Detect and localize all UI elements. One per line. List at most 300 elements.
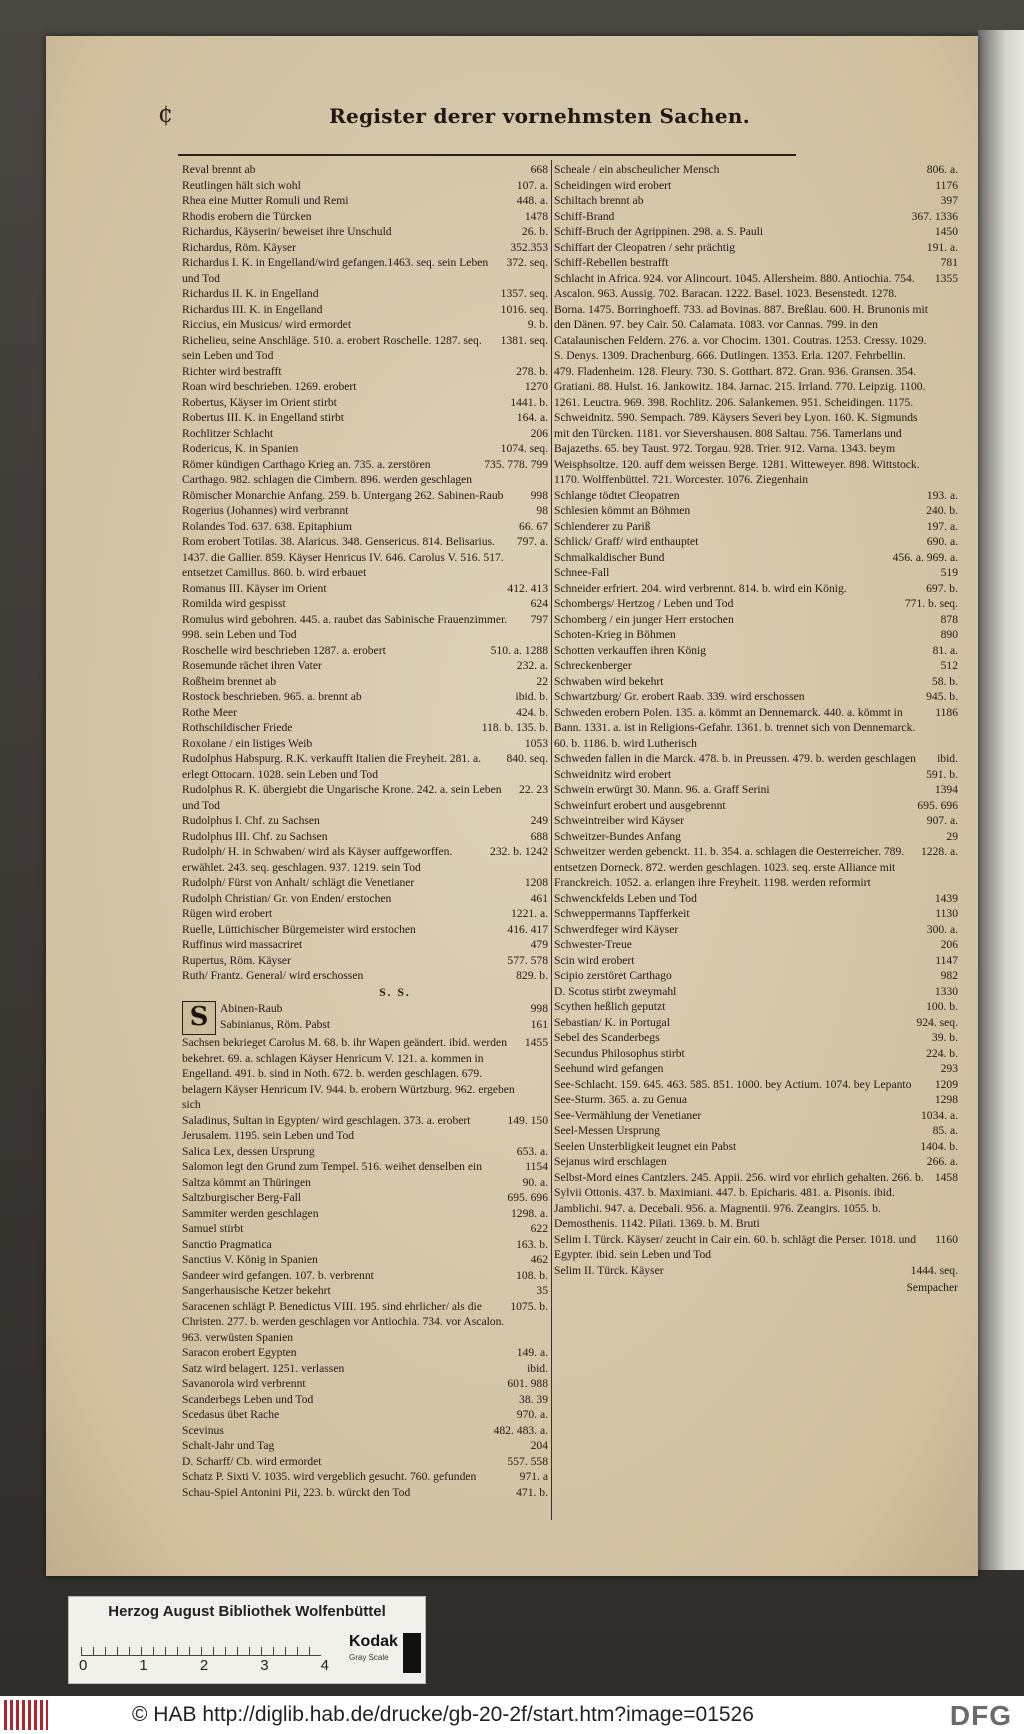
index-entry [554,1263,958,1279]
entry-ref: 1270 [524,380,548,393]
index-entry [182,782,548,813]
index-entry [182,488,548,504]
index-entry [554,255,958,271]
index-entry [554,1092,958,1108]
entry-text: Sandeer wird gefangen. 107. b. verbrennt [182,1268,374,1282]
index-entry [182,193,548,209]
index-entry [182,1206,548,1222]
entry-text: Saladinus, Sultan in Egypten/ wird geschlagen. 373. a. erobert Jerusalem. 1195. sein Leben und Tod [182,1113,471,1142]
index-entry [554,1061,958,1077]
entry-text: Ruffinus wird massacriret [182,938,303,951]
entry-text: Schreckenberger [554,659,632,672]
entry-ref: 197. a. [926,519,958,533]
entry-text: Schweitzer werden gebenckt. 11. b. 354. a. schlagen die Oesterreicher. 789. entsetzen Dorneck. 872. werden geschlagen. 1023. seq. erste Alliance mit Franckreich. 1052. a. erlangen ihre Freyheit. 1198. werden reformirt [554,845,905,889]
index-entry [554,705,958,752]
entry-text: Römischer Monarchie Anfang. 259. b. Untergang 262. Sabinen-Raub [182,488,504,502]
entry-ref: 224. b. [926,1046,958,1060]
entry-text: Schnee-Fall [554,566,610,579]
entry-ref: 1176 [935,178,958,192]
entry-text: Rudolphus I. Chf. zu Sachsen [182,814,320,827]
entry-text: Rothschildischer Friede [182,721,293,734]
index-entry [182,658,548,674]
right-column [554,162,958,1296]
index-entry [182,751,548,782]
index-entry [182,596,548,612]
index-entry [182,813,548,829]
entry-text: Schweden fallen in die Marck. 478. b. in Preussen. 479. b. werden geschlagen [554,752,916,765]
index-entry [182,829,548,845]
page-header [46,94,978,134]
right-entry-list [554,162,958,1278]
entry-ref: 510. a. 1288 [490,643,548,657]
entry-ref: 982 [940,969,958,982]
entry-text: Schalt-Jahr und Tag [182,1439,275,1452]
entry-text: Scipio zerstöret Carthago [554,969,672,982]
entry-text: Richardus I. K. in Engelland/wird gefangen.1463. seq. sein Leben und Tod [182,256,489,285]
entry-ref: 970. a. [516,1408,548,1421]
entry-text: Schotten verkauffen ihren König [554,643,707,657]
index-entry [182,224,548,240]
entry-ref: 107. a. [516,178,548,192]
index-entry [220,1017,548,1033]
entry-ref: 1455 [524,1036,548,1049]
dfg-logo: DFG [949,1700,1012,1731]
index-entry [554,782,958,798]
entry-text: Secundus Philosophus stirbt [554,1046,685,1060]
entry-ref: 9. b. [527,318,548,331]
entry-text: Rodericus, K. in Spanien [182,442,299,455]
index-entry [182,426,548,442]
entry-text: Rudolphus Habspurg. R.K. verkaufft Italien die Freyheit. 281. a. erlegt Ottocarn. 1028. sein Leben und Tod [182,752,482,781]
entry-ref: 1074. seq. [500,442,548,455]
ruler-number: 1 [139,1657,148,1674]
index-entry [554,1170,958,1232]
entry-text: Scin wird erobert [554,953,635,967]
index-entry [182,178,548,194]
entry-text: Reval brennt ab [182,163,256,176]
index-entry [554,534,958,550]
entry-ref: 352.353 [510,240,548,254]
entry-ref: 58. b. [931,674,958,688]
index-entry [554,751,958,767]
entry-text: Ruelle, Lüttichischer Bürgemeister wird erstochen [182,922,416,936]
entry-text: Selim I. Türck. Käyser/ zeucht in Cair ein. 60. b. schlägt die Perser. 1018. und Egypter. ibid. sein Leben und Tod [554,1232,917,1261]
entry-text: Sebastian/ K. in Portugal [554,1015,670,1029]
entry-text: Scheidingen wird erobert [554,178,672,192]
entry-ref: 412. 413 [507,581,548,595]
adjacent-page-edge [978,30,1024,1570]
index-entry [182,286,548,302]
index-entry [182,581,548,597]
entry-text: Rupertus, Röm. Käyser [182,953,291,967]
color-scale-card [68,1596,426,1684]
gray-scale-label: Gray Scale [349,1653,389,1662]
entry-text: Schweitzer-Bundes Anfang [554,829,681,843]
entry-text: Rosemunde rächet ihren Vater [182,659,322,672]
index-entry [554,937,958,953]
index-entry [554,906,958,922]
index-entry [554,1077,958,1093]
index-entry [182,643,548,659]
entry-ref: 98 [536,504,548,517]
entry-ref: 771. b. seq. [904,597,958,610]
footer-bar [0,1696,1024,1734]
index-entry [182,1438,548,1454]
entry-ref: 601. 988 [507,1377,548,1390]
entry-text: Saltza kömmt an Thüringen [182,1175,311,1189]
entry-ref: 1154 [525,1160,548,1173]
entry-text: Satz wird belagert. 1251. verlassen [182,1361,345,1375]
index-entry [182,1454,548,1470]
index-entry [182,1345,548,1361]
entry-ref: 1478 [524,209,548,223]
index-entry [182,1252,548,1268]
entry-text: Sangerhausische Ketzer bekehrt [182,1284,331,1297]
index-entry [182,1175,548,1191]
entry-ref: 668 [530,163,548,176]
index-entry [554,503,958,519]
entry-text: Schwester-Treue [554,938,632,951]
index-entry [182,1485,548,1501]
index-entry [554,984,958,1000]
entry-text: Schoten-Krieg in Böhmen [554,628,676,641]
entry-ref: 577. 578 [507,953,548,967]
entry-text: Schweintreiber wird Käyser [554,814,685,827]
entry-ref: 1034. a. [920,1108,958,1122]
index-entry [554,767,958,783]
index-entry [182,689,548,705]
entry-text: Scythen heßlich geputzt [554,1000,666,1013]
hab-logo-icon [4,1700,48,1730]
entry-text: Sabinianus, Röm. Pabst [220,1017,331,1031]
index-entry [182,503,548,519]
index-entry [554,1154,958,1170]
index-entry [554,689,958,705]
index-entry [182,1237,548,1253]
entry-text: Schweidnitz wird erobert [554,767,672,781]
entry-ref: 1439 [934,891,958,905]
entry-text: Rhea eine Mutter Romuli und Remi [182,194,349,207]
index-entry [554,1108,958,1124]
entry-ref: 1130 [935,907,958,920]
section-s-first-entries [182,1001,548,1035]
entry-text: Scedasus übet Rache [182,1408,280,1421]
entry-ref: 300. a. [926,922,958,936]
entry-text: Schiff-Bruch der Agrippinen. 298. a. S. Pauli [554,225,764,238]
entry-ref: 22. 23 [519,783,548,796]
index-entry [554,1139,958,1155]
entry-text: Rudolphus R. K. übergiebt die Ungarische Krone. 242. a. sein Leben und Tod [182,783,502,812]
index-entry [554,627,958,643]
entry-text: Rhodis erobern die Türcken [182,209,312,223]
index-entry [554,550,958,566]
ruler [81,1635,321,1656]
entry-text: Rudolph/ Fürst von Anhalt/ schlägt die Venetianer [182,876,415,889]
page-mark: ¢ [158,100,174,128]
entry-text: Römer kündigen Carthago Krieg an. 735. a. zerstören Carthago. 982. schlagen die Cimbern. 896. werden geschlagen [182,457,473,486]
index-entry [182,240,548,256]
entry-ref: 829. b. [516,969,548,982]
index-entry [182,705,548,721]
entry-ref: 293 [940,1062,958,1075]
entry-text: Rolandes Tod. 637. 638. Epitaphium [182,519,352,533]
entry-ref: 85. a. [932,1124,958,1137]
index-entry [182,1423,548,1439]
entry-text: Schomberg / ein junger Herr erstochen [554,612,734,626]
index-entry [182,1159,548,1175]
index-entry [554,891,958,907]
entry-ref: 519 [940,566,958,579]
index-entry [182,844,548,875]
entry-ref: 367. 1336 [911,209,958,223]
entry-ref: 695. 696 [917,798,958,812]
entry-text: Robertus, Käyser im Orient stirbt [182,395,337,409]
entry-ref: 1160 [935,1232,958,1246]
index-entry [182,364,548,380]
entry-ref: 624 [530,597,548,610]
entry-ref: 1016. seq. [500,302,548,316]
entry-ref: 1147 [935,953,958,967]
entry-text: Romilda wird gespisst [182,597,286,610]
entry-ref: 278. b. [516,364,548,378]
entry-ref: 100. b. [926,1000,958,1013]
entry-ref: 653. a. [516,1144,548,1158]
index-entry [554,813,958,829]
entry-ref: 797. a. [516,535,548,548]
entry-ref: 161 [530,1017,548,1031]
page-title: Register derer vornehmsten Sachen. [329,104,750,128]
index-entry [182,457,548,488]
entry-ref: 397 [940,194,958,207]
index-entry [554,922,958,938]
entry-ref: 622 [530,1222,548,1235]
entry-ref: 372. seq. [506,256,548,269]
entry-ref: 1404. b. [920,1139,958,1153]
entry-ref: 971. a [519,1470,548,1483]
index-entry [554,565,958,581]
index-entry [182,1268,548,1284]
entry-text: Rügen wird erobert [182,907,273,920]
index-entry [182,736,548,752]
entry-ref: 998 [530,488,548,502]
entry-text: Schmalkaldischer Bund [554,550,665,564]
index-entry [554,953,958,969]
entry-text: Seel-Messen Ursprung [554,1124,660,1137]
index-entry [182,674,548,690]
index-entry [182,937,548,953]
entry-text: Schwein erwürgt 30. Mann. 96. a. Graff Serini [554,783,770,796]
entry-text: Schiff-Rebellen bestrafft [554,256,669,269]
index-entry [182,379,548,395]
entry-ref: 591. b. [926,767,958,781]
entry-ref: 781 [940,256,958,269]
index-entry [554,240,958,256]
register-page [46,36,978,1576]
index-entry [182,1469,548,1485]
entry-text: Riccius, ein Musicus/ wird ermordet [182,318,352,331]
entry-ref: 448. a. [516,194,548,207]
entry-ref: 1228. a. [920,845,958,858]
index-entry [182,720,548,736]
entry-text: Romulus wird gebohren. 445. a. raubet das Sabinische Frauenzimmer. 998. sein Leben und Tod [182,612,508,641]
entry-text: Selbst-Mord eines Cantzlers. 245. Appii. 256. wird vor ehrlich gehalten. 266. b. Sylvii Ottonis. 437. b. Maximiani. 447. b. Epicharis. 481. a. Pisonis. ibid. Jamblichi. 947. a. Decebali. 956. a. Magnentii. 976. Zeangirs. 1055. b. Demosthenis. 1142. Pilati. 1369. b. M. Bruti [554,1170,924,1230]
index-entry [182,410,548,426]
index-entry [554,1030,958,1046]
entry-ref: 945. b. [926,690,958,703]
entry-ref: 206 [940,938,958,951]
entry-text: Schlick/ Graff/ wird enthauptet [554,535,699,548]
index-entry [182,1299,548,1346]
entry-text: Schiffart der Cleopatren / sehr prächtig [554,240,736,254]
entry-ref: 232. a. [516,659,548,672]
entry-text: Richardus, Käyserin/ beweiset ihre Unschuld [182,225,392,238]
entry-text: Richelieu, seine Anschläge. 510. a. erobert Roschelle. 1287. seq. sein Leben und Tod [182,333,482,362]
index-entry [182,395,548,411]
entry-ref: 697. b. [926,581,958,595]
entry-ref: 1444. seq. [910,1263,958,1277]
entry-ref: 1186 [935,705,958,719]
index-entry [554,829,958,845]
entry-ref: 1221. a. [510,907,548,920]
entry-text: Sammiter werden geschlagen [182,1206,319,1220]
index-entry [554,1015,958,1031]
entry-text: Sejanus wird erschlagen [554,1155,667,1168]
entry-ref: 688 [530,829,548,843]
entry-text: Scheale / ein abscheulicher Mensch [554,163,720,176]
entry-ref: 907. a. [926,814,958,827]
entry-ref: 1394 [934,783,958,796]
index-entry [554,1232,958,1263]
entry-ref: 890 [940,628,958,641]
entry-text: Schneider erfriert. 204. wird verbrennt. 814. b. wird ein König. [554,581,847,595]
entry-ref: 461 [530,891,548,905]
entry-ref: 240. b. [926,504,958,517]
entry-ref: 479 [530,938,548,951]
entry-ref: 118. b. 135. b. [481,721,548,734]
entry-text: Rothe Meer [182,705,238,719]
entry-ref: 90. a. [522,1175,548,1189]
index-entry [182,441,548,457]
entry-ref: 1381. seq. [500,333,548,347]
entry-text: Schwaben wird bekehrt [554,674,664,688]
catchword: Sempacher [906,1281,958,1294]
entry-text: Sebel des Scanderbegs [554,1031,660,1044]
entry-text: Sanctius V. König in Spanien [182,1253,318,1266]
entry-ref: 690. a. [926,535,958,548]
entry-ref: 416. 417 [507,922,548,936]
index-entry [182,875,548,891]
index-entry [554,798,958,814]
entry-text: Richardus III. K. in Engelland [182,302,323,316]
entry-ref: 1330 [934,984,958,998]
index-entry [182,1035,548,1113]
entry-ref: 249 [530,814,548,827]
entry-ref: 1458 [934,1170,958,1184]
entry-ref: 22 [536,674,548,688]
index-entry [554,162,958,178]
entry-text: Savanorola wird verbrennt [182,1377,306,1390]
entry-ref: 35 [536,1284,548,1297]
entry-text: Rudolphus III. Chf. zu Sachsen [182,829,328,843]
entry-ref: 471. b. [516,1485,548,1499]
index-entry [182,1283,548,1299]
drop-cap-s: S [182,1001,216,1035]
gray-scale-patch [403,1633,421,1673]
entry-text: Schweden erobern Polen. 135. a. kömmt an Dennemarck. 440. a. kömmt in Bann. 1331. a. ist in Religions-Gefahr. 1361. b. trennet sich von Dennemarck. 60. b. 1186. b. wird Lutherisch [554,705,916,750]
index-entry [182,209,548,225]
entry-ref: 424. b. [516,705,548,719]
entry-ref: 149. a. [516,1346,548,1359]
index-entry [182,906,548,922]
entry-text: Schiltach brennt ab [554,194,644,207]
entry-ref: 108. b. [516,1268,548,1282]
entry-text: Schweinfurt erobert und ausgebrennt [554,798,726,812]
index-entry [554,519,958,535]
index-entry [182,891,548,907]
entry-ref: 1441. b. [510,395,548,409]
index-entry [182,968,548,984]
entry-ref: 1208 [524,876,548,889]
entry-text: Abinen-Raub [220,1002,283,1015]
entry-ref: 81. a. [932,643,958,657]
index-entry [182,333,548,364]
index-entry [554,209,958,225]
index-entry [182,1190,548,1206]
entry-ref: 266. a. [926,1155,958,1168]
index-entry [182,1392,548,1408]
entry-ref: 1209 [934,1077,958,1091]
entry-text: Samuel stirbt [182,1222,244,1235]
ruler-number: 4 [320,1657,329,1674]
entry-text: Rostock beschrieben. 965. a. brennt ab [182,690,362,703]
entry-ref: 735. 778. 799 [484,457,548,471]
index-entry [182,534,548,581]
entry-ref: 924. seq. [916,1015,958,1029]
index-entry [182,317,548,333]
entry-text: Rogerius (Johannes) wird verbrannt [182,504,349,517]
entry-ref: 806. a. [926,163,958,176]
entry-ref: 695. 696 [507,1191,548,1204]
index-entry [554,224,958,240]
entry-ref: 26. b. [521,225,548,238]
entry-ref: 29 [946,829,958,843]
entry-text: Reutlingen hält sich wohl [182,178,301,192]
entry-text: Rudolph Christian/ Gr. von Enden/ erstochen [182,891,392,905]
index-entry [182,1113,548,1144]
entry-ref: 1355 [934,271,958,285]
entry-ref: 1053 [524,736,548,750]
entry-ref: 1450 [934,225,958,238]
entry-text: Sachsen bekrieget Carolus M. 68. b. ihr Wapen geändert. ibid. werden bekehret. 69. a. schlagen Käyser Henricum V. 121. a. kommen in Engelland. 491. b. sind in Noth. 672. b. werden geschlagen. 679. belagern Käyser Henricum IV. 944. b. erobern Würtzburg. 962. ergeben sich [182,1036,515,1111]
entry-ref: ibid. [937,752,958,765]
entry-ref: ibid. [527,1361,548,1375]
entry-ref: 797 [530,612,548,626]
entry-text: Sanctio Pragmatica [182,1237,272,1251]
entry-text: Richardus, Röm. Käyser [182,240,296,254]
footer-citation-link[interactable]: © HAB http://diglib.hab.de/drucke/gb-20-2f/start.htm?image=01526 [132,1703,754,1726]
left-column [182,162,548,1500]
entry-text: Schwerdfeger wird Käyser [554,922,679,936]
entry-text: See-Schlacht. 159. 645. 463. 585. 851. 1000. bey Actium. 1074. bey Lepanto [554,1077,912,1091]
index-entry [554,1046,958,1062]
index-entry [182,519,548,535]
entry-ref: 164. a. [516,411,548,424]
entry-ref: ibid. b. [515,690,548,703]
entry-text: Schombergs/ Hertzog / Leben und Tod [554,597,734,610]
index-entry [182,162,548,178]
index-entry [554,596,958,612]
entry-text: D. Scotus stirbt zweymahl [554,984,677,998]
